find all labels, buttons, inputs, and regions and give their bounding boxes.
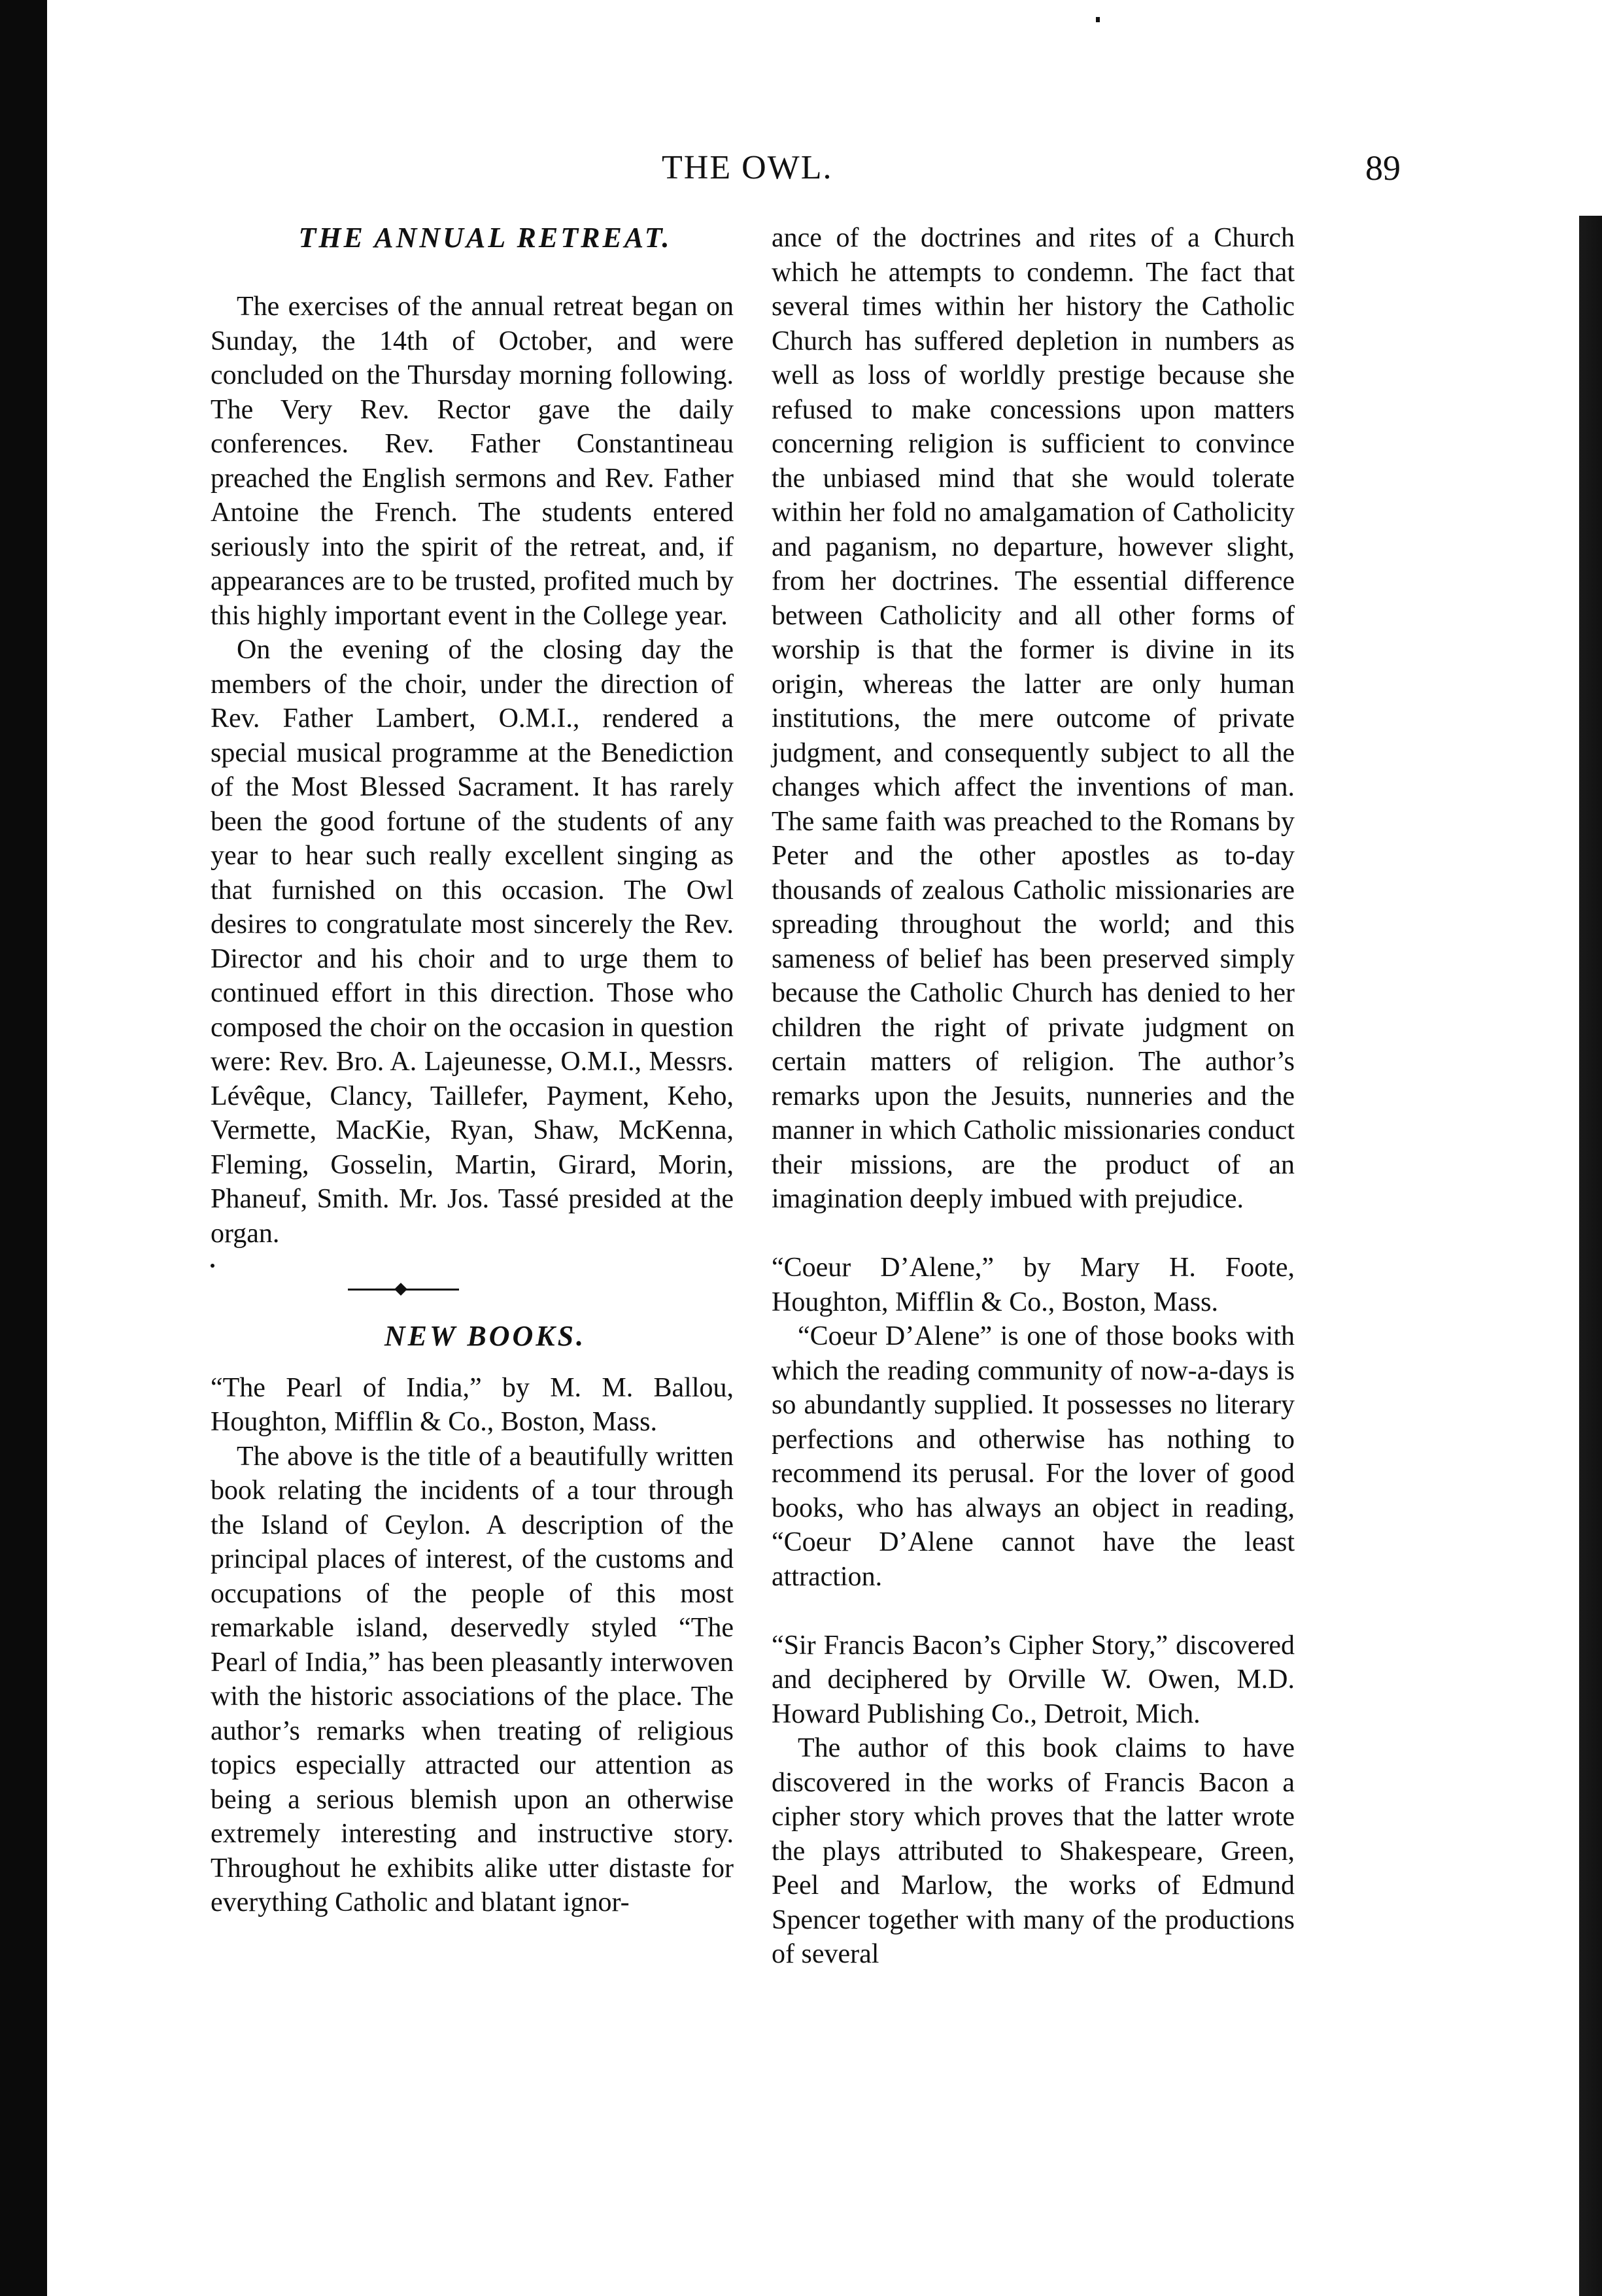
bacon-review: The author of this book claims to have discovered in the works of Francis Bacon a cipher story which proves that the latter wrote the plays attributed to Shakespeare, Green, Peel and Marlow, the works of Edmund Spencer together with many of the productions of several <box>772 1733 1295 1969</box>
pearl-review-continued: ance of the doctrines and rites of a Church which he attempts to condemn. The fact that several times within her history the Catholic Church has suffered depletion in numbers as well as loss of worldly prestige because she refused to make concessions upon matters concerning religion is sufficient to convince the unbiased mind that she would tolerate within her fold no amalgamation of Catholicity and paganism, no departure, however slight, from her doctrines. The essential difference between Catholicity and all other forms of worship is that the former is divine in its origin, whereas the latter are only human institutions, the mere outcome of private judgment, and consequently subject to all the changes which affect the inventions of man. The same faith was preached to the Romans by Peter and the other apostles as to-day thousands of zealous Catholic missionaries are spreading throughout the world; and this sameness of belief has been preserved simply because the Catholic Church has denied to her children the right of private judgment on certain matters of religion. The author’s remarks upon the Jesuits, nunneries and the manner in which Catholic missionaries conduct their missions, are the product of an imagination deeply imbued with prejudice. <box>772 223 1295 1214</box>
retreat-paragraph-1: The exercises of the annual retreat began on Sunday, the 14th of October, and were concluded on the Thursday morning following. The Very Rev. Rector gave the daily conferences. Rev. Father Constantineau preached the English sermons and Rev. Father Antoine the French. The students entered seriously into the spirit of the retreat, and, if appearances are to be trusted, profited much by this highly important event in the College year. <box>211 292 734 631</box>
divider-diamond-icon <box>394 1283 407 1296</box>
print-mark <box>1096 17 1100 22</box>
coeur-review: “Coeur D’Alene” is one of those books with which the reading community of now-a-days is so abundantly supplied. It possesses no literary perfections and otherwise has nothing to recommend its perusal. For the lover of good books, who has always an object in reading, “Coeur D’Alene cannot have the least attraction. <box>772 1321 1295 1592</box>
scan-edge-left <box>0 0 47 2296</box>
new-books-heading: NEW BOOKS. <box>384 1320 587 1352</box>
page-title: THE OWL. <box>662 149 833 186</box>
pearl-review: The above is the title of a beautifully written book relating the incidents of a tour through the Island of Ceylon. A description of the principal places of interest, of the customs and occupations of the people of this most remarkable island, deservedly styled “The Pearl of India,” has been pleasantly interwoven with the historic associations of the place. The author’s remarks when treating of religious topics especially attracted our attention as being a serious blemish upon an otherwise extremely interesting and instructive story. Throughout he exhibits alike utter distaste for everything Catholic and blatant ignor- <box>211 1441 734 1917</box>
right-column <box>772 221 1295 1972</box>
section-divider <box>211 1251 734 1319</box>
page-number: 89 <box>1365 148 1401 188</box>
spacer <box>772 1217 1295 1251</box>
spacer <box>211 1354 734 1371</box>
spacer <box>211 256 734 290</box>
retreat-heading: THE ANNUAL RETREAT. <box>298 222 672 254</box>
retreat-paragraph-2: On the evening of the closing day the members of the choir, under the direction of Rev. Father Lambert, O.M.I., rendered a special musical programme at the Benediction of the Most Blessed Sacrament. It has rarely been the good fortune of the students of any year to hear such really excellent singing as that furnished on this occasion. The Owl desires to congratulate most sincerely the Rev. Director and his choir and to urge them to continued effort in this direction. Those who composed the choir on the occasion in question were: Rev. Bro. A. Lajeunesse, O.M.I., Messrs. Lévêque, Clancy, Taillefer, Payment, Keho, Vermette, MacKie, Ryan, Shaw, McKenna, Fleming, Gosselin, Martin, Girard, Morin, Phaneuf, Smith. Mr. Jos. Tassé presided at the organ. <box>211 635 734 1249</box>
coeur-citation: “Coeur D’Alene,” by Mary H. Foote, Houghton, Mifflin & Co., Boston, Mass. <box>772 1253 1295 1317</box>
running-head <box>0 145 1602 191</box>
scan-edge-right <box>1569 0 1602 2296</box>
left-column <box>211 221 734 1920</box>
spacer <box>772 1594 1295 1629</box>
pearl-citation: “The Pearl of India,” by M. M. Ballou, Houghton, Mifflin & Co., Boston, Mass. <box>211 1372 734 1437</box>
divider-dot <box>211 1264 214 1268</box>
bacon-citation: “Sir Francis Bacon’s Cipher Story,” discovered and deciphered by Orville W. Owen, M.D. Howard Publishing Co., Detroit, Mich. <box>772 1630 1295 1729</box>
